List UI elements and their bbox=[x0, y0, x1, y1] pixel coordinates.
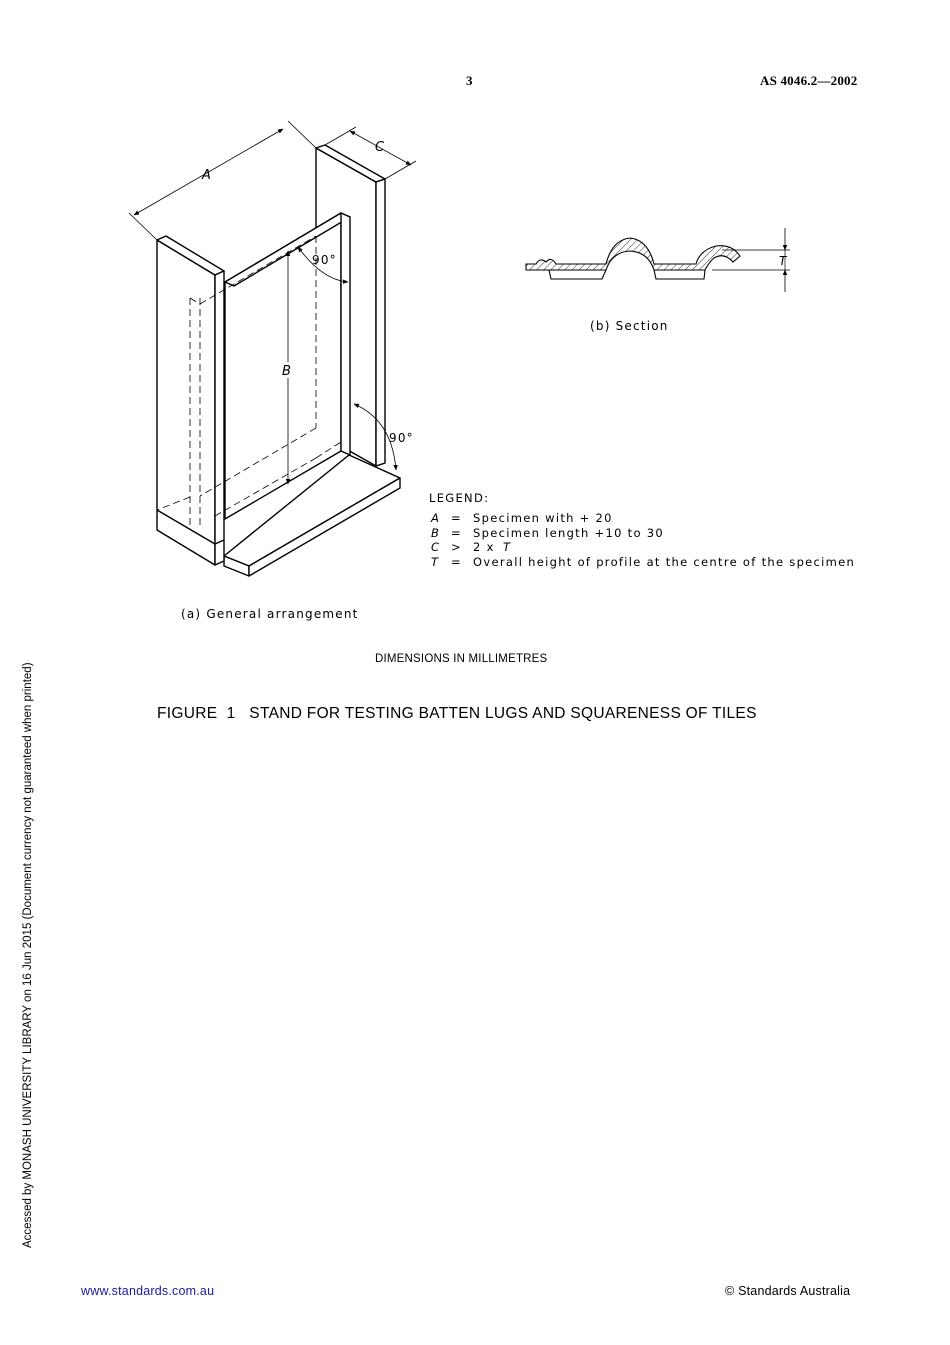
section-profile bbox=[526, 228, 790, 292]
angle-bottom-label: 90° bbox=[389, 431, 414, 445]
legend-symbol: B bbox=[431, 526, 441, 540]
units-note: DIMENSIONS IN MILLIMETRES bbox=[375, 653, 548, 665]
legend-text: Specimen with + 20 bbox=[473, 511, 613, 525]
legend-symbol: T bbox=[431, 555, 440, 569]
dimension-a bbox=[129, 121, 316, 240]
figure-title: FIGURE 1 STAND FOR TESTING BATTEN LUGS AND SQUARENESS OF TILES bbox=[157, 705, 757, 722]
angle-top-label: 90° bbox=[312, 253, 337, 267]
dimension-b-label: B bbox=[282, 364, 291, 379]
legend-operator: = bbox=[451, 511, 462, 525]
left-panel-side bbox=[215, 271, 224, 565]
document-code: AS 4046.2—2002 bbox=[760, 73, 858, 88]
legend-text: Overall height of profile at the centre of the specimen bbox=[473, 555, 856, 569]
dimension-t-label: T bbox=[779, 254, 787, 268]
legend-operator: = bbox=[451, 526, 462, 540]
legend-text-symbol: T bbox=[503, 540, 512, 554]
caption-general-arrangement: (a) General arrangement bbox=[181, 607, 359, 621]
left-panel-face bbox=[157, 240, 215, 565]
legend-symbol: C bbox=[431, 540, 441, 554]
website-link[interactable]: www.standards.com.au bbox=[81, 1284, 215, 1298]
legend-text: Specimen length +10 to 30 bbox=[473, 526, 664, 540]
access-notice: Accessed by MONASH UNIVERSITY LIBRARY on 16 Jun 2015 (Document currency not guaranteed when printed) bbox=[22, 662, 34, 1248]
caption-section: (b) Section bbox=[590, 319, 669, 333]
legend-text: 2 x bbox=[473, 540, 495, 554]
page-number: 3 bbox=[466, 73, 473, 88]
dimension-c-label: C bbox=[375, 140, 385, 155]
stand-drawing bbox=[157, 145, 400, 576]
figure-1-drawing bbox=[0, 0, 950, 640]
legend-symbol: A bbox=[431, 511, 441, 525]
legend bbox=[429, 491, 855, 569]
copyright-notice: © Standards Australia bbox=[725, 1284, 851, 1298]
dimension-a-label: A bbox=[202, 168, 211, 183]
back-panel-side bbox=[376, 179, 385, 466]
legend-operator: = bbox=[451, 555, 462, 569]
rear-upright-side bbox=[341, 213, 350, 455]
legend-title: LEGEND: bbox=[429, 491, 490, 505]
legend-operator: > bbox=[451, 540, 462, 554]
